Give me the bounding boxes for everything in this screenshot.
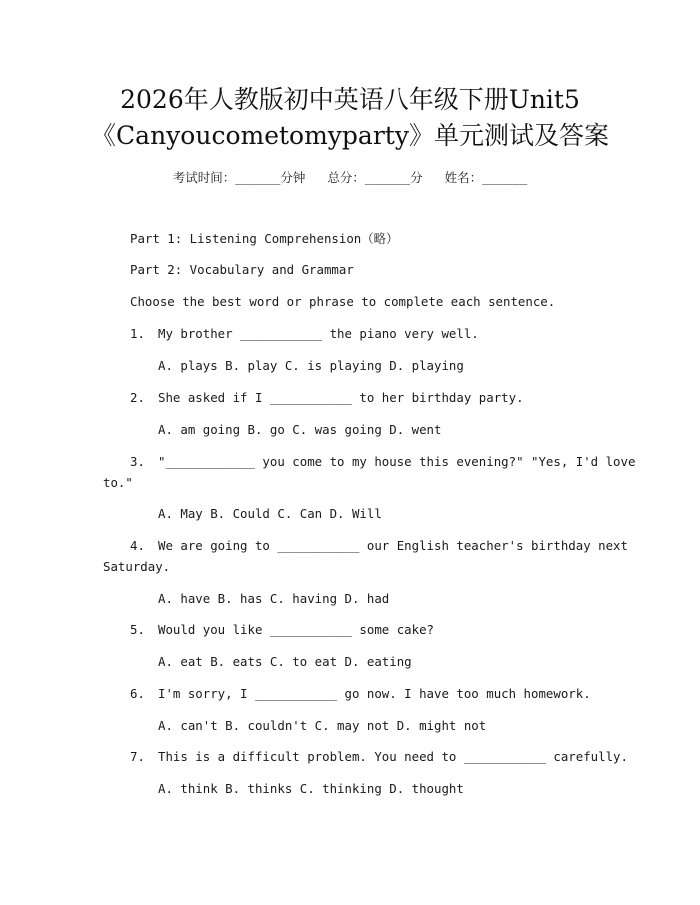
question-text: We are going to ___________ our English teacher's birthday next xyxy=(158,538,628,553)
question-item xyxy=(130,536,628,556)
question-item xyxy=(130,747,628,767)
section-heading-part2: Part 2: Vocabulary and Grammar xyxy=(130,262,354,277)
question-options: A. eat B. eats C. to eat D. eating xyxy=(158,654,412,669)
question-text: She asked if I ___________ to her birthday party. xyxy=(158,390,524,405)
question-number: 5. xyxy=(130,622,145,637)
question-number: 3. xyxy=(130,454,145,469)
question-options: A. May B. Could C. Can D. Will xyxy=(158,506,382,521)
question-item xyxy=(130,684,591,704)
question-text-continued: to." xyxy=(103,475,133,490)
question-text: This is a difficult problem. You need to ___________ carefully. xyxy=(158,749,628,764)
question-text: "____________ you come to my house this evening?" "Yes, I'd love xyxy=(158,454,636,469)
instruction-text: Choose the best word or phrase to complete each sentence. xyxy=(130,294,556,309)
question-number: 6. xyxy=(130,686,145,701)
question-item xyxy=(130,452,635,472)
question-text: My brother ___________ the piano very well. xyxy=(158,326,479,341)
question-options: A. can't B. couldn't C. may not D. might not xyxy=(158,718,487,733)
question-options: A. am going B. go C. was going D. went xyxy=(158,422,442,437)
page-title-line2: 《Canyoucometomyparty》单元测试及答案 xyxy=(91,121,609,150)
question-options: A. have B. has C. having D. had xyxy=(158,591,390,606)
question-item xyxy=(130,324,479,344)
question-item xyxy=(130,388,524,408)
question-options: A. think B. thinks C. thinking D. thought xyxy=(158,781,464,796)
total-score-field: 总分：______分 xyxy=(327,170,423,185)
question-text-continued: Saturday. xyxy=(103,559,171,574)
exam-time-field: 考试时间：______分钟 xyxy=(172,170,306,185)
student-name-field: 姓名：______ xyxy=(444,170,528,185)
question-text: Would you like ___________ some cake? xyxy=(158,622,435,637)
question-number: 1. xyxy=(130,326,145,341)
question-options: A. plays B. play C. is playing D. playing xyxy=(158,358,464,373)
question-number: 7. xyxy=(130,749,145,764)
exam-meta xyxy=(0,169,700,187)
question-number: 2. xyxy=(130,390,145,405)
section-heading-part1: Part 1: Listening Comprehension（略） xyxy=(130,231,399,246)
page-title-line1: 2026年人教版初中英语八年级下册Unit5 xyxy=(120,85,580,114)
question-number: 4. xyxy=(130,538,145,553)
question-text: I'm sorry, I ___________ go now. I have too much homework. xyxy=(158,686,591,701)
question-item xyxy=(130,620,434,640)
